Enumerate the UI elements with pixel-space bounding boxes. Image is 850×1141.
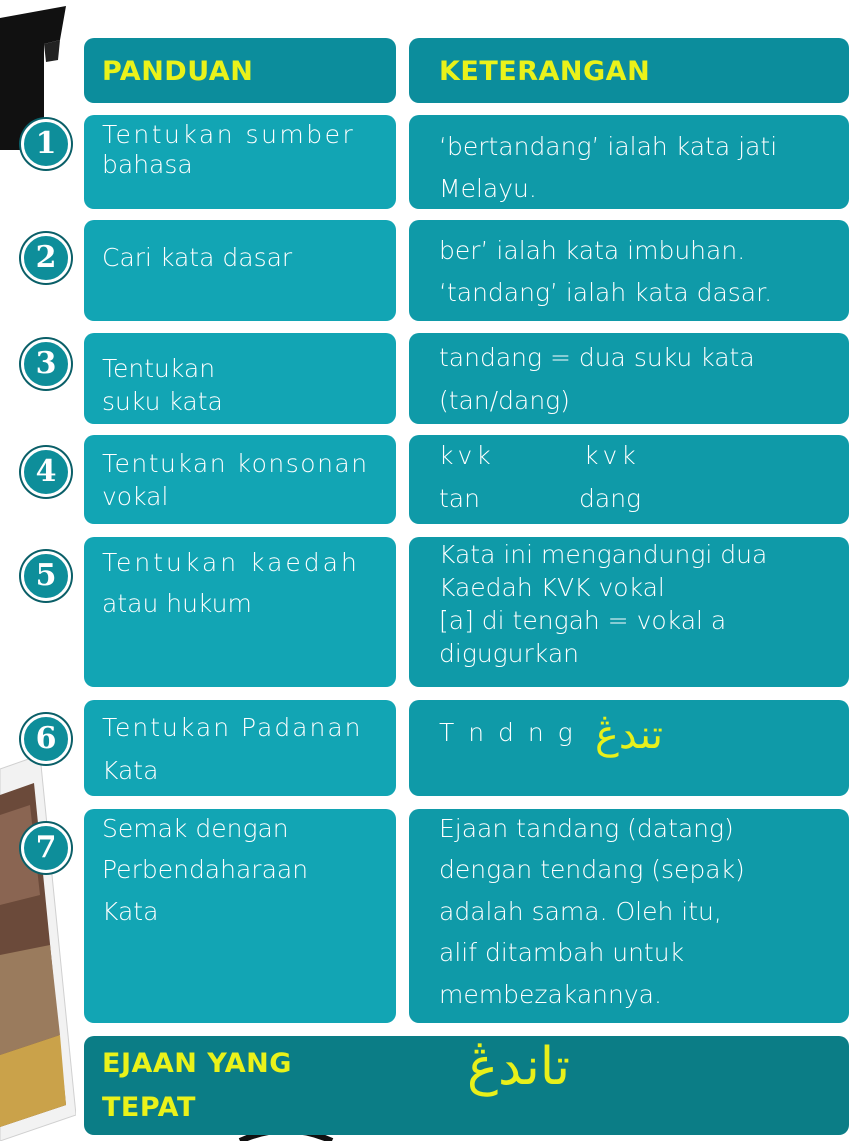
desc-text: (tan/dang) (439, 386, 570, 415)
guide-text: Tentukan kaedah (102, 548, 360, 577)
guide-step-7 (84, 809, 396, 1023)
guide-text: Cari kata dasar (102, 243, 293, 272)
desc-step-5 (409, 537, 849, 687)
syllable: dang (579, 484, 642, 513)
step-number-5: 5 (21, 551, 71, 601)
step-number-4: 4 (21, 447, 71, 497)
desc-text: ‘bertandang’ ialah kata jati (439, 132, 778, 161)
correct-spelling-label: EJAAN YANG (102, 1048, 292, 1079)
guide-step-5 (84, 537, 396, 687)
guide-step-6 (84, 700, 396, 796)
guide-text: vokal (102, 482, 169, 511)
desc-text: ber’ ialah kata imbuhan. (439, 236, 746, 265)
guide-text: Perbendaharaan (102, 855, 309, 884)
jawi-spelling: تندڠ (595, 712, 664, 758)
desc-text: alif ditambah untuk (439, 938, 685, 967)
guide-text: Tentukan (102, 354, 216, 383)
guide-text: Kata (102, 897, 159, 926)
step-number-2: 2 (21, 233, 71, 283)
header-panduan: PANDUAN (102, 56, 254, 87)
step-number-7: 7 (21, 823, 71, 873)
step-number-1: 1 (21, 119, 71, 169)
guide-text: Tentukan konsonan (102, 449, 369, 478)
desc-text: digugurkan (439, 639, 579, 668)
decorative-photo-image (0, 755, 76, 1141)
guide-text: Tentukan Padanan (102, 713, 363, 742)
guide-step-1 (84, 115, 396, 209)
consonant-vowel-pattern: kvk (439, 441, 495, 470)
consonant-vowel-pattern: kvk (584, 441, 640, 470)
guide-text: atau hukum (102, 589, 252, 618)
guide-text: Tentukan sumber (102, 120, 356, 149)
guide-step-4 (84, 435, 396, 524)
desc-step-1 (409, 115, 849, 209)
correct-jawi-spelling: تاندڠ (467, 1037, 571, 1097)
header-keterangan-box (409, 38, 849, 103)
desc-text: ‘tandang’ ialah kata dasar. (439, 278, 773, 307)
correct-spelling-label: TEPAT (102, 1092, 196, 1123)
guide-text: bahasa (102, 150, 193, 179)
desc-step-3 (409, 333, 849, 424)
guide-text: Kata (102, 756, 159, 785)
desc-step-4 (409, 435, 849, 524)
header-panduan-box (84, 38, 396, 103)
desc-step-6 (409, 700, 849, 796)
desc-text: Kata ini mengandungi dua (439, 540, 768, 569)
desc-text: Melayu. (439, 174, 537, 203)
desc-text: adalah sama. Oleh itu, (439, 897, 722, 926)
syllable: tan (439, 484, 480, 513)
desc-step-7 (409, 809, 849, 1023)
desc-text: [a] di tengah = vokal a (439, 606, 727, 635)
letter-matching: T n d n g (439, 718, 576, 747)
desc-step-2 (409, 220, 849, 321)
guide-step-2 (84, 220, 396, 321)
guide-text: Semak dengan (102, 814, 289, 843)
step-number-3: 3 (21, 339, 71, 389)
desc-text: Ejaan tandang (datang) (439, 814, 734, 843)
guide-text: suku kata (102, 387, 223, 416)
desc-text: dengan tendang (sepak) (439, 855, 745, 884)
desc-text: membezakannya. (439, 980, 662, 1009)
desc-text: Kaedah KVK vokal (439, 573, 665, 602)
header-keterangan: KETERANGAN (439, 56, 651, 87)
guide-step-3 (84, 333, 396, 424)
step-number-6: 6 (21, 714, 71, 764)
desc-text: tandang = dua suku kata (439, 343, 755, 372)
correct-spelling-box (84, 1036, 849, 1135)
